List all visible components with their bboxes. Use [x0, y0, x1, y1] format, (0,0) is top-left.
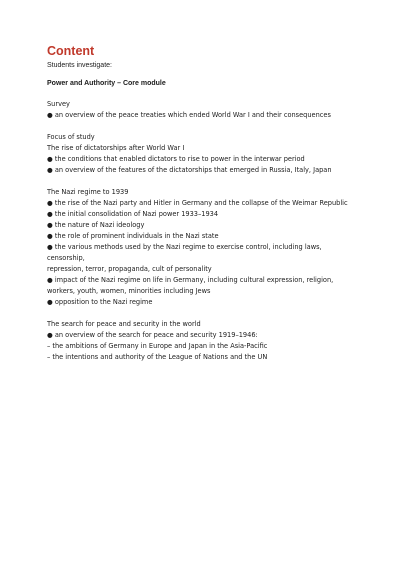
list-item: ● an overview of the features of the dictatorships that emerged in Russia, Italy, Japan: [47, 166, 332, 174]
peace-security-section: [47, 319, 380, 363]
list-item: ● the conditions that enabled dictators to rise to power in the interwar period: [47, 155, 305, 163]
list-item-continuation: censorship,: [47, 254, 85, 262]
list-item: ● the nature of Nazi ideology: [47, 221, 145, 229]
list-item: ● the rise of the Nazi party and Hitler in Germany and the collapse of the Weimar Republic: [47, 199, 348, 207]
intro-text: Students investigate:: [47, 62, 112, 69]
list-item: ● the initial consolidation of Nazi power 1933–1934: [47, 210, 219, 218]
section-title: The Nazi regime to 1939: [47, 188, 129, 196]
list-subitem: – the intentions and authority of the League of Nations and the UN: [47, 353, 268, 361]
section-title: The search for peace and security in the world: [47, 320, 201, 328]
section-title: Survey: [47, 100, 70, 108]
content-heading: Content: [47, 44, 95, 58]
list-subitem: – the ambitions of Germany in Europe and Japan in the Asia-Pacific: [47, 342, 268, 350]
section-title: Focus of study: [47, 133, 95, 141]
list-item: ● the role of prominent individuals in the Nazi state: [47, 232, 219, 240]
subsection-title: The rise of dictatorships after World War I: [47, 144, 185, 152]
list-item: ● opposition to the Nazi regime: [47, 298, 153, 306]
focus-section: [47, 132, 380, 176]
list-item: ● the various methods used by the Nazi regime to exercise control, including laws,: [47, 243, 322, 251]
survey-section: [47, 99, 380, 121]
list-item: ● impact of the Nazi regime on life in Germany, including cultural expression, religion,: [47, 276, 334, 284]
list-item: ● an overview of the search for peace and security 1919–1946:: [47, 331, 258, 339]
list-item-continuation: repression, terror, propaganda, cult of personality: [47, 265, 212, 273]
nazi-regime-section: [47, 187, 380, 308]
module-title: Power and Authority – Core module: [47, 80, 166, 87]
list-item-continuation: workers, youth, women, minorities including Jews: [47, 287, 211, 295]
list-item: ● an overview of the peace treaties which ended World War I and their consequences: [47, 111, 331, 119]
